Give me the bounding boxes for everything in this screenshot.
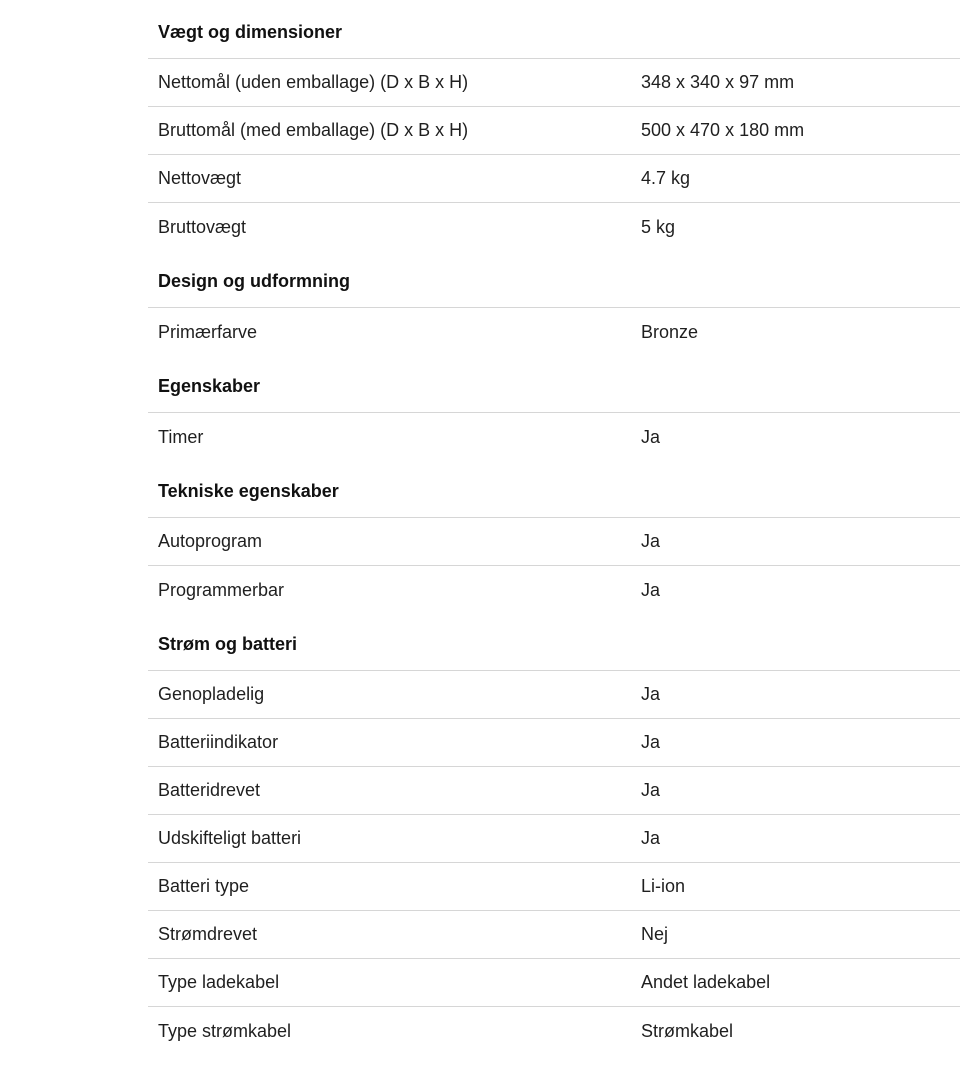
spec-row [148, 815, 960, 863]
specifications-table [148, 0, 960, 1055]
spec-value: Strømkabel [641, 1020, 734, 1041]
spec-label: Primærfarve [158, 321, 258, 342]
spec-label: Timer [158, 426, 204, 447]
section-heading: Design og udformning [148, 251, 960, 308]
spec-value: Andet ladekabel [641, 972, 771, 992]
spec-label: Programmerbar [158, 579, 285, 600]
spec-value: Ja [641, 579, 661, 600]
spec-value: Nej [641, 924, 669, 944]
spec-label: Batteri type [158, 876, 250, 896]
spec-row [148, 413, 960, 461]
spec-value: Ja [641, 684, 661, 704]
spec-value: 5 kg [641, 216, 676, 237]
spec-label: Genopladelig [158, 684, 265, 704]
spec-row [148, 911, 960, 959]
spec-value: Ja [641, 828, 661, 848]
spec-row [148, 767, 960, 815]
spec-value: Ja [641, 780, 661, 800]
spec-section-features [148, 356, 960, 461]
spec-label: Type ladekabel [158, 972, 280, 992]
spec-value: 348 x 340 x 97 mm [641, 72, 795, 92]
spec-label: Bruttomål (med emballage) (D x B x H) [158, 120, 469, 140]
spec-label: Nettovægt [158, 168, 242, 188]
spec-value: Li-ion [641, 876, 686, 896]
spec-row [148, 671, 960, 719]
spec-label: Bruttovægt [158, 216, 247, 237]
spec-value: 500 x 470 x 180 mm [641, 120, 805, 140]
spec-row [148, 1007, 960, 1055]
spec-row [148, 719, 960, 767]
spec-row [148, 863, 960, 911]
spec-value: Bronze [641, 321, 699, 342]
section-heading: Strøm og batteri [148, 614, 960, 671]
spec-value: Ja [641, 426, 661, 447]
spec-value: Ja [641, 531, 661, 551]
section-heading: Egenskaber [148, 356, 960, 413]
spec-value: Ja [641, 732, 661, 752]
spec-label: Autoprogram [158, 531, 263, 551]
spec-row [148, 959, 960, 1007]
section-heading: Tekniske egenskaber [148, 461, 960, 518]
spec-section-power-battery [148, 614, 960, 1055]
spec-label: Batteridrevet [158, 780, 261, 800]
spec-row [148, 308, 960, 356]
spec-section-design [148, 251, 960, 356]
spec-row [148, 566, 960, 614]
section-heading: Vægt og dimensioner [148, 0, 960, 59]
spec-row [148, 59, 960, 107]
spec-label: Nettomål (uden emballage) (D x B x H) [158, 72, 469, 92]
spec-row [148, 518, 960, 566]
spec-label: Strømdrevet [158, 924, 258, 944]
spec-row [148, 155, 960, 203]
spec-label: Udskifteligt batteri [158, 828, 302, 848]
spec-label: Type strømkabel [158, 1020, 292, 1041]
spec-value: 4.7 kg [641, 168, 691, 188]
spec-label: Batteriindikator [158, 732, 279, 752]
spec-row [148, 203, 960, 251]
spec-row [148, 107, 960, 155]
spec-section-weight-dimensions [148, 0, 960, 251]
spec-section-technical [148, 461, 960, 614]
